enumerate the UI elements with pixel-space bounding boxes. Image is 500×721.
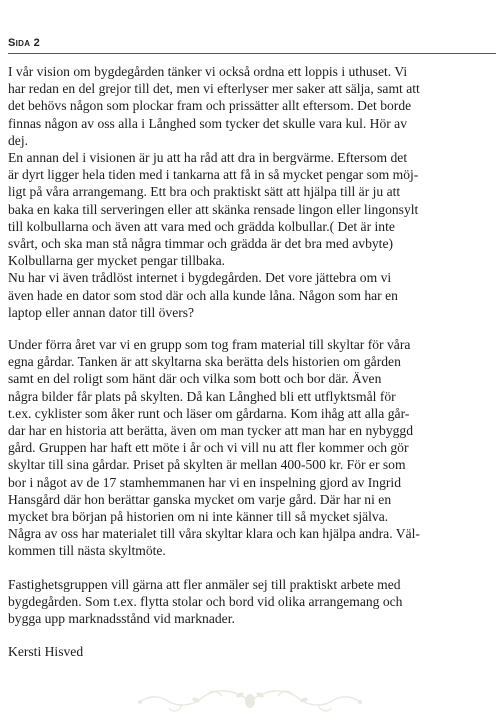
paragraph-fastighetsgruppen: Fastighetsgruppen vill gärna att fler anmäler sej till praktiskt arbete med bygdegården. Som t.ex. flytta stolar och bord vid olika arrangemang och bygga upp marknadsstånd vid marknader. xyxy=(8,576,403,627)
paragraph-loppis: I vår vision om bygdegården tänker vi också ordna ett loppis i uthuset. Vi har redan en del grejor till det, men vi efterlyser mer saker att sälja, samt att det behövs någon som plockar fram och prissätter allt eftersom. Det borde finnas någon av oss alla i Långhed som tycker det skulle vara kul. Hör av dej. xyxy=(8,64,420,148)
paragraph-spacer xyxy=(8,627,490,643)
paragraph-internet: Nu har vi även trådlöst internet i bygdegården. Det vore jättebra om vi även hade en dator som stod där och alla kunde låna. Någon som har en laptop eller annan dator till övers? xyxy=(8,270,398,320)
paragraph-spacer xyxy=(8,560,490,576)
paragraph-spacer xyxy=(8,321,490,336)
paragraph-bergvarme: En annan del i visionen är ju att ha råd att dra in bergvärme. Eftersom det är dyrt ligger hela tiden med i tankarna att få in så mycket pengar som möj- ligt på våra arrangemang. Ett bra och praktiskt sätt att hjälpa till är ju att baka en kaka till serveringen eller att skänka rensade lingon eller lingonsylt till kolbullarna och även att vara med och grädda kolbullar.( Det är inte svårt, och ska man stå några timmar och grädda är det bra med avbyte) Kolbullarna ger mycket pengar tillbaka. xyxy=(8,150,419,269)
page-label: Sida 2 xyxy=(8,37,41,49)
author-signature: Kersti Hisved xyxy=(8,644,84,660)
floral-ornament-icon xyxy=(122,686,378,716)
header-divider xyxy=(8,53,496,54)
paragraph-skyltar: Under förra året var vi en grupp som tog fram material till skyltar för våra egna gårdar. Tanken är att skyltarna ska berätta dels historien om gården samt en del roligt som hänt där och vilka som bott och bor där. Även några bilder får plats på skylten. Då kan Långhed bli ett utflyktsmål för t.ex. cyklister som åker runt och läser om gårdarna. Kom ihåg att alla går- dar har en historia att berätta, även om man tycker att man har en nybyggd gård. Gruppen har haft ett möte i år och vi vill nu att fler kommer och gör skyltar till sina gårdar. Priset på skylten är mellan 400-500 kr. För er som bor i något av de 17 stamhemmanen har vi en inspelning gjord av Ingrid Hansgård där hon berättar ganska mycket om varje gård. Där har ni en mycket bra början på historien om ni inte känner till så mycket själva. Några av oss har materialet till våra skyltar klara och kan hjälpa andra. Väl- kommen till nästa skyltmöte. xyxy=(8,337,420,559)
newsletter-body xyxy=(8,63,490,661)
